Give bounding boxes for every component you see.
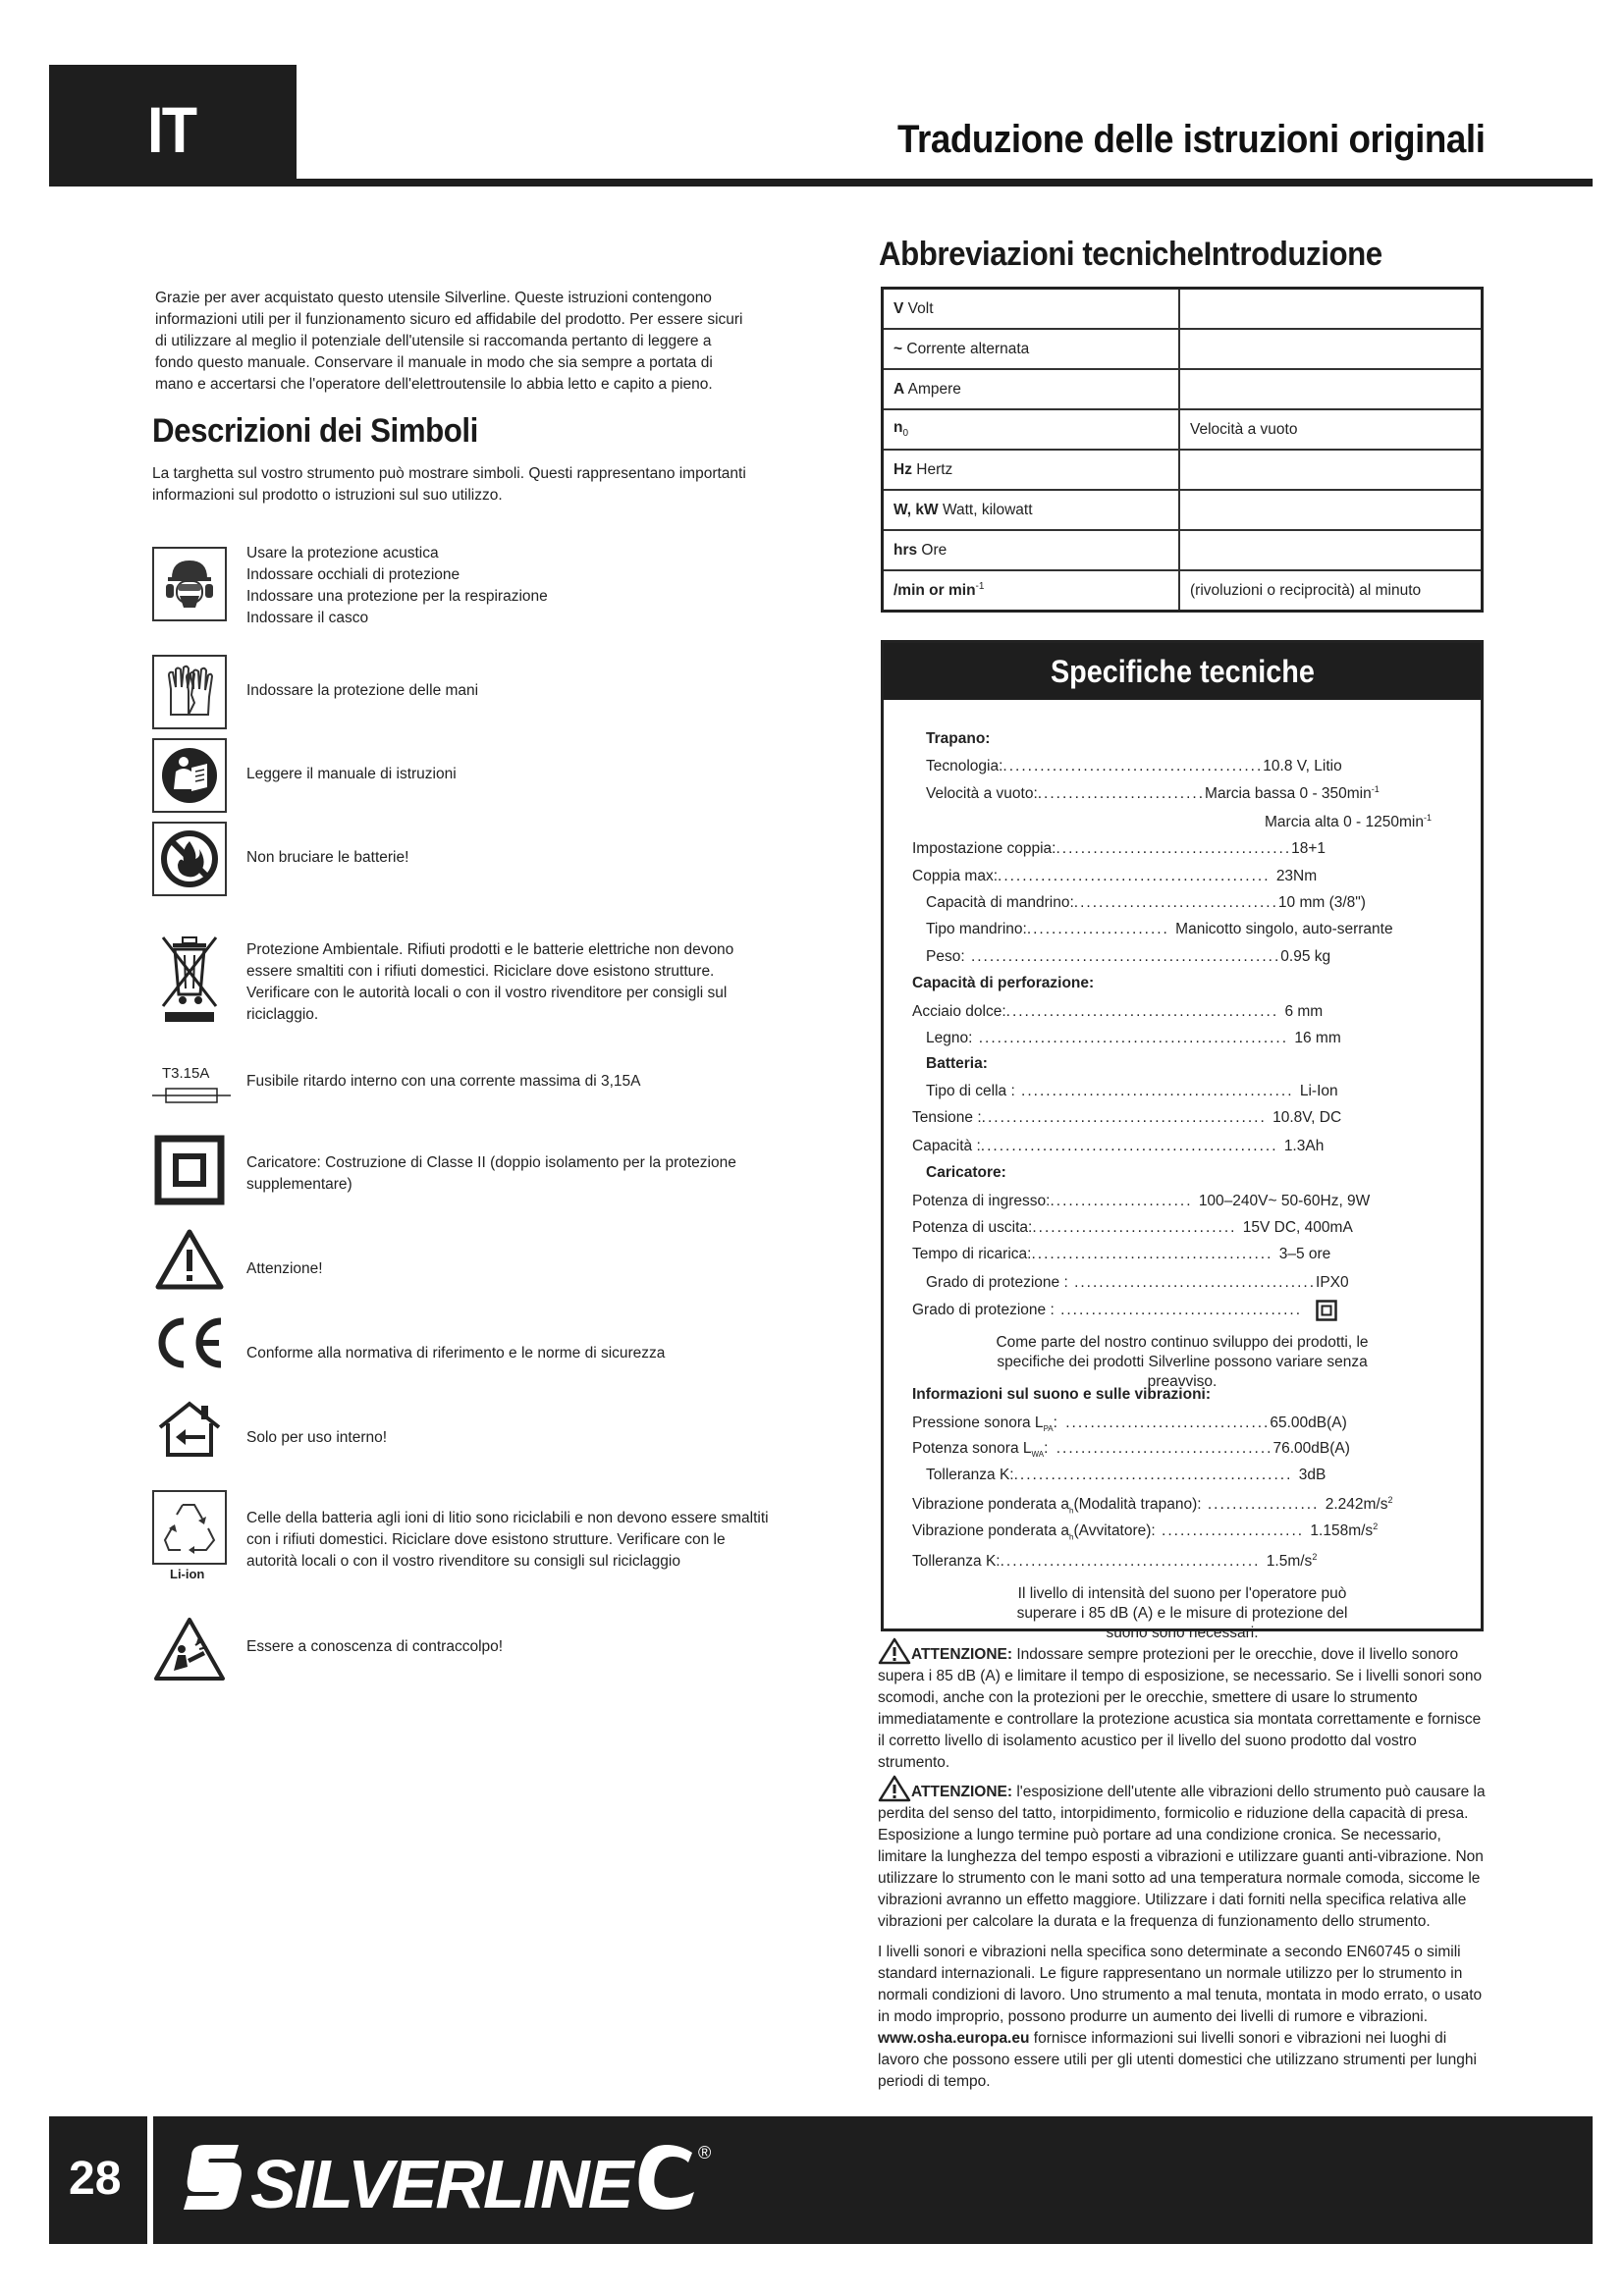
- abbreviations-heading: Abbreviazioni tecnicheIntroduzione: [879, 236, 1382, 273]
- spec-row-uncertainty-k-vibration: Tolleranza K:.......................................... $1.5m/s^2$: [912, 1552, 1318, 1571]
- spec-row-no-load-speed-high: Marcia alta $0 - 1250\min^{-1}$: [1265, 813, 1432, 831]
- symbol-row-no-burn: [152, 822, 781, 900]
- language-code: IT: [147, 93, 196, 166]
- symbol-row-ppe: [152, 547, 781, 625]
- symbol-row-weee: [152, 930, 781, 1038]
- li-ion-text: Celle della batteria agli ioni di litio sono riciclabili e non devono essere smaltiti con i rifiuti domestici. Riciclare dove esistono strutture. Verificare con le autorità locali o con il vostro rivenditore su consigli sul riciclaggio: [246, 1510, 769, 1570]
- page-number: 28: [69, 2153, 122, 2205]
- ppe-text-eyes: Indossare occhiali di protezione: [246, 566, 460, 583]
- kickback-text: Essere a conoscenza di contraccolpo!: [246, 1638, 504, 1655]
- symbol-row-manual: [152, 738, 781, 817]
- spec-row-mild-steel: Acciaio dolce:............................................ 6 mm: [912, 1003, 1324, 1020]
- spec-row-chuck-capacity: Capacità di mandrino:.................................10 mm (3/8"): [926, 894, 1366, 911]
- symbol-row-li-ion: [152, 1490, 781, 1588]
- spec-row-sound-power: Potenza sonora $L_{WA}$: ...................................76.00dB(A): [912, 1440, 1350, 1460]
- class2-text: Caricatore: Costruzione di Classe II (doppio isolamento per la protezione supplementare): [246, 1154, 736, 1193]
- class-ii-small-icon: [1316, 1300, 1337, 1321]
- table-row: $n_0$ Velocità a vuoto: [883, 409, 1483, 450]
- warning-triangle-icon: [878, 1775, 911, 1802]
- brand-name: SILVERLINE: [250, 2146, 632, 2222]
- spec-row-ip-rating: Grado di protezione : .......................................IPX0: [926, 1274, 1349, 1291]
- spec-row-max-torque: Coppia max:............................................ 23Nm: [912, 868, 1318, 884]
- table-row: /min or $\min^{-1}$ (rivoluzioni o reciprocità) al minuto: [883, 570, 1483, 612]
- weee-bin-icon: [152, 930, 227, 1028]
- ppe-text-helmet: Indossare il casco: [246, 610, 369, 626]
- spec-section-drilling: Capacità di perforazione:: [912, 975, 1095, 991]
- spec-row-sound-pressure: Pressione sonora $L_{PA}$: .................................65.00dB(A): [912, 1415, 1347, 1434]
- table-row: W, kW Watt, kilowatt: [883, 490, 1483, 530]
- spec-section-drill: Trapano:: [926, 730, 991, 747]
- no-burn-text: Non bruciare le batterie!: [246, 849, 409, 866]
- footer-divider: [147, 2116, 153, 2244]
- spec-section-charger: Caricatore:: [926, 1164, 1006, 1181]
- table-row: A Ampere: [883, 369, 1483, 409]
- spec-row-charge-time: Tempo di ricarica:....................................... 3–5 ore: [912, 1246, 1331, 1262]
- ce-text: Conforme alla normativa di riferimento e le norme di sicurezza: [246, 1345, 666, 1362]
- symbol-row-warning: [152, 1227, 781, 1296]
- symbol-row-fuse: [152, 1065, 781, 1114]
- manual-text: Leggere il manuale di istruzioni: [246, 766, 457, 782]
- spec-section-battery: Batteria:: [926, 1055, 988, 1072]
- standards-paragraph: I livelli sonori e vibrazioni nella specifica sono determinate a secondo EN60745 o simili standard internazionali. Le figure rappresentano un normale utilizzo per lo strumento in normali condizioni di lavoro. Uno strumento a mal tenuta, montata in modo errato, o usato in modo improprio, possono produrre un aumento dei livelli di rumore e vibrazioni.: [878, 1944, 1483, 2025]
- table-row: Hz Hertz: [883, 450, 1483, 490]
- kickback-warning-icon: [152, 1613, 227, 1687]
- spec-row-vibration-screwdriver: Vibrazione ponderata $a_h(Avvitatore)$: ....................... $1.158m/s^2$: [912, 1522, 1379, 1542]
- warning-triangle-icon: [878, 1637, 911, 1665]
- gloves-icon: [152, 655, 227, 729]
- fuse-icon: [152, 1065, 231, 1108]
- spec-row-capacity: Capacità :................................................ 1.3Ah: [912, 1138, 1325, 1154]
- symbol-row-indoor: [152, 1392, 781, 1461]
- fuse-text: Fusibile ritardo interno con una corrente massima di 3,15A: [246, 1073, 641, 1090]
- symbol-row-ce: [152, 1306, 781, 1374]
- indoor-house-icon: [152, 1392, 227, 1467]
- spec-row-chuck-type: Tipo mandrino:....................... Manicotto singolo, auto-serrante: [926, 921, 1393, 937]
- symbol-row-kickback: [152, 1613, 781, 1691]
- class-ii-icon: [152, 1133, 227, 1207]
- table-row: V Volt: [883, 289, 1483, 330]
- intro-paragraph: Grazie per aver acquistato questo utensile Silverline. Queste istruzioni contengono informazioni utili per il funzionamento sicuro ed affidabile del prodotto. Per essere sicuri di utilizzare al meglio il potenziale dell'utensile si raccomanda pertanto di leggere a fondo questo manuale. Conservare il manuale in modo che sia sempre a portata di mano e accertarsi che l'operatore dell'elettroutensile lo abbia letto e capito a pieno.: [155, 290, 743, 393]
- osha-link[interactable]: www.osha.europa.eu: [878, 2030, 1030, 2047]
- header-rule: [297, 179, 1593, 187]
- spec-row-vibration-drill: Vibrazione ponderata $a_h(Modalità$ trapano): .................. $2.242m/s^2$: [912, 1495, 1393, 1516]
- ppe-text-hearing: Usare la protezione acustica: [246, 545, 439, 561]
- table-row: ~ Corrente alternata: [883, 329, 1483, 369]
- spec-row-no-load-speed: Velocità a vuoto:...........................Marcia bassa $0 - 350\min^{-1}$: [926, 784, 1380, 803]
- warning-vibration-paragraph: ATTENZIONE: l'esposizione dell'utente alle vibrazioni dello strumento può causare la perdita del senso del tatto, intorpidimento, formicolio e riduzione della capacità di presa. Esposizione a lungo termine può portare ad una condizione cronica. Se necessario, limitare la lunghezza del tempo esposti a vibrazioni e utilizzare guanti anti-vibrazione. Non utilizzare lo strumento con le mani sotto ad una temperatura normale comoda, siccome le vibrazioni avranno un effetto maggiore. Utilizzare i dati forniti nella specifica relativa alle vibrazioni per calcolare la durata e la frequenza di funzionamento dello strumento.: [878, 1775, 1489, 1933]
- abbreviations-table: [881, 287, 1484, 613]
- document-title: Traduzione delle istruzioni originali: [896, 118, 1485, 161]
- no-fire-icon: [152, 822, 227, 896]
- spec-note-sound-level: Il livello di intensità del suono per l'operatore può superare i 85 dB (A) e le misure di protezione del suono sono necessari.: [1016, 1585, 1348, 1641]
- spec-section-sound-vibration: Informazioni sul suono e sulle vibrazioni:: [912, 1386, 1212, 1403]
- spec-row-voltage: Tensione :.............................................. 10.8V, DC: [912, 1109, 1342, 1126]
- spec-note-continuous-development: Come parte del nostro continuo sviluppo dei prodotti, le specifiche dei prodotti Silverline possono variare senza preavviso.: [996, 1334, 1369, 1390]
- silverline-logo: [182, 2135, 731, 2228]
- spec-row-technology: Tecnologia:..........................................10.8 V, Litio: [926, 758, 1342, 774]
- warning-hearing-paragraph: ATTENZIONE: Indossare sempre protezioni per le orecchie, dove il livello sonoro supera i 85 dB (A) e limitare il tempo di esposizione, se necessario. Se i livelli sonori sono scomodi, anche con la protezioni per le orecchie, smettere di usare lo strumento immediatamente e controllare la protezione acustica sia montata correttamente e fornisce il corretto livello di isolamento acustico per il livello del suono prodotto dal vostro strumento.: [878, 1637, 1489, 1774]
- spec-row-torque-setting: Impostazione coppia:......................................18+1: [912, 840, 1326, 857]
- gloves-text: Indossare la protezione delle mani: [246, 682, 479, 699]
- fuse-label: T3.15A: [162, 1065, 210, 1082]
- spec-row-uncertainty-k-sound: Tolleranza K:............................................. 3dB: [926, 1467, 1326, 1483]
- ppe-icon: [152, 547, 227, 621]
- registered-mark: ®: [698, 2143, 712, 2163]
- spec-row-cell-type: Tipo di cella : ............................................ Li-Ion: [926, 1083, 1338, 1099]
- li-ion-label: Li-ion: [170, 1567, 205, 1581]
- osha-paragraph: www.osha.europa.eu fornisce informazioni sui livelli sonori e vibrazioni nei luoghi di lavoro che possono essere utili per gli utenti domestici che utilizzano strumenti per lunghi periodi di tempo.: [878, 2030, 1477, 2090]
- spec-row-weight: Peso: ..................................................0.95 kg: [926, 948, 1331, 965]
- symbol-row-class2: [152, 1133, 781, 1211]
- symbols-heading: Descrizioni dei Simboli: [152, 412, 478, 450]
- indoor-text: Solo per uso interno!: [246, 1429, 388, 1446]
- manual-icon: [152, 738, 227, 813]
- warning-triangle-icon: [152, 1227, 227, 1292]
- li-ion-recycle-icon: [152, 1490, 227, 1565]
- ce-mark-icon: [152, 1306, 227, 1380]
- ppe-text-respiration: Indossare una protezione per la respirazione: [246, 588, 548, 605]
- specifications-heading: Specifiche tecniche: [884, 643, 1481, 700]
- symbols-intro: La targhetta sul vostro strumento può mostrare simboli. Questi rappresentano importanti informazioni sul prodotto o istruzioni sul suo utilizzo.: [152, 465, 746, 504]
- spec-row-input-power: Potenza di ingresso:....................... 100–240V~ 50-60Hz, 9W: [912, 1193, 1371, 1209]
- spec-row-protection-class: Grado di protezione : .......................................: [912, 1300, 1337, 1321]
- warning-text: Attenzione!: [246, 1260, 323, 1277]
- spec-row-wood: Legno: .................................................. 16 mm: [926, 1030, 1341, 1046]
- weee-text: Protezione Ambientale. Rifiuti prodotti e le batterie elettriche non devono essere smaltiti con i rifiuti domestici. Riciclare dove esistono strutture. Verificare con le autorità locali o con il vostro rivenditore per consigli sul riciclaggio.: [246, 941, 734, 1023]
- spec-row-output-power: Potenza di uscita:................................. 15V DC, 400mA: [912, 1219, 1353, 1236]
- table-row: hrs Ore: [883, 530, 1483, 570]
- symbol-row-gloves: [152, 655, 781, 733]
